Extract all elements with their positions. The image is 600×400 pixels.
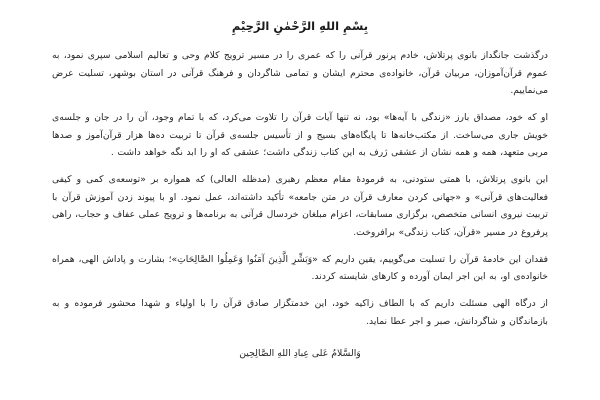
paragraph-2: او که خود، مصداق بارز «زندگی با آیه‌ها» بود، نه تنها آیات قرآن را تلاوت می‌کرد، که با تمام وجود، آن را در جان و جلسه‌ی خویش جاری می‌ساخت. از مکتب‌خانه‌ها تا پایگاه‌های بسیج و از تأسیس جلسه‌ی قرآن تا تربیت ده‌ها هزار قرآن‌آموز و صدها مربی متعهد، همه و همه نشان از عشقی ژرف به این کتاب زندگی داشت؛ عشقی که او را ابد نگه خواهد داشت . bbox=[52, 112, 548, 159]
paragraph-4: فقدان این خادمهٔ قرآن را تسلیت می‌گوییم، یقین داریم که «وَبَشِّرِ الَّذِينَ آمَنُوا وَعَمِلُوا الصَّالِحَاتِ»؛ بشارت و پاداش الهی، همراه خانواده‌ی او، به این اجر ایمان آورده و کارهای شایسته کردند. bbox=[52, 253, 548, 283]
paragraph-3: این بانوی پرتلاش، با همتی ستودنی، به فرمودهٔ مقام معظم رهبری (مدظله العالی) که همواره بر «توسعه‌ی کمی و کیفی فعالیت‌های قرآنی» و «جهانی‌ کردن معارف قرآن در متن جامعه» تأکید داشته‌اند، عمل نمود. او با پیوند زدن آموزش قرآن با تربیت نیروی انسانی متخصص، برگزاری مسابقات، اعزام مبلغان خردسال قرآنی به برنامه‌ها و ترویج عملی عفاف و حجاب، راهی پرفروغ در مسیر «قرآن، کتاب زندگی» برافروخت. bbox=[52, 174, 548, 238]
page-title: بِسْمِ اللهِ الرَّحْمٰنِ الرَّحِيْمِ bbox=[231, 19, 369, 33]
signoff-line: وَالسَّلامُ عَلى عِبادِ اللهِ الصَّالِحِين bbox=[239, 348, 361, 360]
document-body bbox=[52, 47, 548, 330]
paragraph-1: درگذشت جانگداز بانوی پرتلاش، خادم پرنور قرآنی را که عمری را در مسیر ترویج کلام وحی و تعالیم اسلامی سپری نمود، به عموم قرآن‌آموزان، مربیان قرآن، خانواده‌ی محترم ایشان و تمامی شاگردان و فرهنگ قرآنی در استان بوشهر، تسلیت عرض می‌نماییم. bbox=[52, 50, 548, 97]
paragraph-5: از درگاه الهی مسئلت داریم که با الطاف زاکیه خود، این خدمتگزار صادق قرآن را با اولیاء و شهدا محشور فرموده و به بازماندگان و شاگردانش، صبر و اجر عطا نماید. bbox=[52, 297, 548, 327]
